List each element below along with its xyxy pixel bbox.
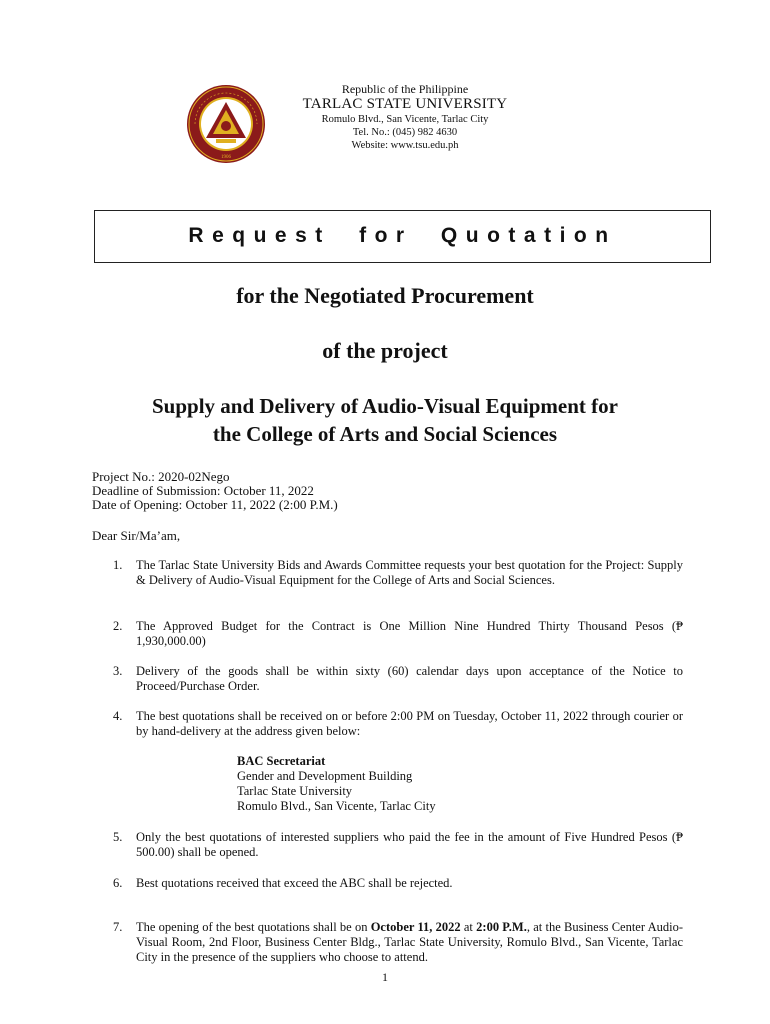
list-item-text-post: , at the Business Center Audio-Visual Room, 2nd Floor, Business Center Bldg., Tarlac State University, Romulo Blvd., San Vicente, Tarlac City in the presence of the suppliers who choose to attend. — [136, 920, 683, 964]
submission-deadline: Deadline of Submission: October 11, 2022 — [92, 483, 314, 498]
list-item — [113, 830, 683, 860]
list-item-text-pre: The opening of the best quotations shall be on — [136, 920, 371, 934]
list-item — [113, 558, 683, 588]
bac-secretariat-name: BAC Secretariat — [237, 754, 326, 768]
list-item-number: 3. — [113, 664, 123, 678]
university-seal-logo — [186, 84, 266, 164]
list-item-text-mid: at — [460, 920, 477, 934]
page-number: 1 — [382, 970, 388, 984]
list-item-text: Only the best quotations of interested suppliers who paid the fee in the amount of Five Hundred Pesos (₱ 500.00) shall be opened. — [136, 830, 683, 859]
project-title-line-2: the College of Arts and Social Sciences — [212, 422, 558, 446]
opening-time-bold: 2:00 P.M. — [476, 920, 527, 934]
project-title-line-1: Supply and Delivery of Audio-Visual Equipment for — [152, 394, 618, 418]
list-item-number: 7. — [113, 920, 123, 934]
list-item-number: 5. — [113, 830, 123, 844]
university-telephone: Tel. No.: (045) 982 4630 — [352, 127, 458, 138]
list-item-text: The Approved Budget for the Contract is One Million Nine Hundred Thirty Thousand Pesos (₱ 1,930,000.00) — [136, 619, 683, 648]
list-item-number: 6. — [113, 876, 123, 890]
list-item-text: Delivery of the goods shall be within sixty (60) calendar days upon acceptance of the Notice to Proceed/Purchase Order. — [136, 664, 683, 693]
salutation: Dear Sir/Ma’am, — [92, 528, 181, 543]
list-item-number: 4. — [113, 709, 123, 723]
list-item — [113, 619, 683, 649]
list-item-text: Best quotations received that exceed the ABC shall be rejected. — [136, 876, 453, 890]
subtitle-project: of the project — [322, 338, 448, 363]
bac-address-line-1: Gender and Development Building — [237, 769, 413, 783]
university-name: TARLAC STATE UNIVERSITY — [302, 96, 508, 112]
subtitle-procurement: for the Negotiated Procurement — [236, 283, 534, 308]
list-item — [113, 664, 683, 694]
document-title: Request for Quotation — [188, 224, 617, 247]
list-item — [113, 709, 683, 739]
opening-date-bold: October 11, 2022 — [370, 920, 461, 934]
list-item-number: 1. — [113, 558, 123, 572]
university-address: Romulo Blvd., San Vicente, Tarlac City — [321, 114, 489, 125]
bac-address-line-2: Tarlac State University — [237, 784, 353, 798]
list-item — [113, 920, 683, 965]
svg-text:1906: 1906 — [221, 155, 231, 160]
republic-line: Republic of the Philippine — [341, 82, 469, 96]
list-item-number: 2. — [113, 619, 123, 633]
bac-address-line-3: Romulo Blvd., San Vicente, Tarlac City — [237, 799, 436, 813]
project-number: Project No.: 2020-02Nego — [92, 469, 230, 484]
opening-date: Date of Opening: October 11, 2022 (2:00 P.M.) — [92, 497, 338, 512]
list-item-text: The Tarlac State University Bids and Awards Committee requests your best quotation for the Project: Supply & Delivery of Audio-Visual Equipment for the College of Arts and Social Sciences. — [136, 558, 683, 587]
university-website: Website: www.tsu.edu.ph — [351, 140, 459, 151]
list-item-text: The best quotations shall be received on or before 2:00 PM on Tuesday, October 11, 2022 through courier or by hand-delivery at the address given below: — [136, 709, 683, 738]
project-title — [60, 392, 710, 448]
list-item-text — [136, 920, 683, 965]
list-item — [113, 876, 683, 891]
